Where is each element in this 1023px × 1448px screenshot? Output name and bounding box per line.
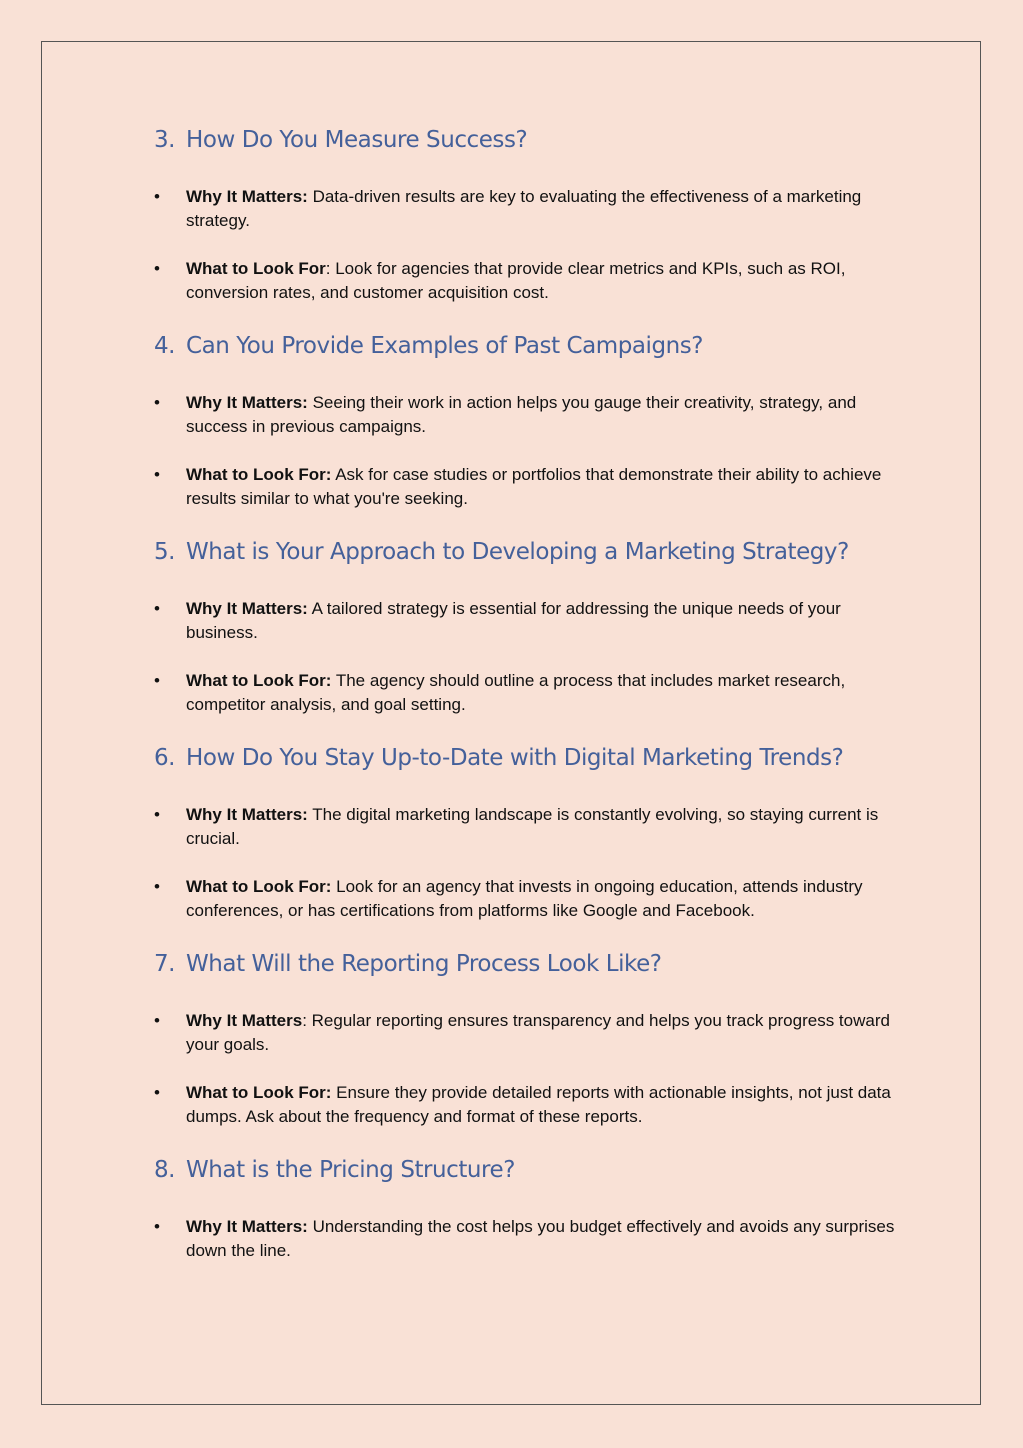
section-pricing-structure (154, 1153, 914, 1263)
bullet-list (154, 391, 914, 511)
section-heading (154, 123, 914, 157)
item-text: Ensure they provide detailed reports with actionable insights, not just data dumps. Ask about the frequency and format of these reports. (186, 1083, 891, 1126)
item-label: What to Look For: (186, 465, 332, 484)
section-heading (154, 1153, 914, 1187)
list-item (154, 803, 914, 851)
item-text: Understanding the cost helps you budget effectively and avoids any surprises down the line. (186, 1217, 895, 1260)
bullet-icon: • (154, 1083, 160, 1102)
item-label: Why It Matters: (186, 599, 308, 618)
item-label: Why It Matters (186, 1011, 303, 1030)
bullet-list (154, 185, 914, 305)
bullet-list (154, 1009, 914, 1129)
section-title: How Do You Stay Up-to-Date with Digital Marketing Trends? (186, 745, 844, 771)
item-text: The digital marketing landscape is constantly evolving, so staying current is crucial. (186, 805, 879, 848)
list-item (154, 185, 914, 233)
list-item (154, 597, 914, 645)
section-heading (154, 947, 914, 981)
section-number: 3. (154, 127, 176, 153)
bullet-icon: • (154, 805, 160, 824)
section-title: What is the Pricing Structure? (186, 1157, 516, 1183)
section-measure-success (154, 123, 914, 305)
item-label: What to Look For: (186, 671, 332, 690)
section-title: What is Your Approach to Developing a Marketing Strategy? (186, 539, 849, 565)
bullet-list (154, 803, 914, 923)
section-title: How Do You Measure Success? (186, 127, 528, 153)
section-number: 6. (154, 745, 176, 771)
list-item (154, 463, 914, 511)
bullet-icon: • (154, 259, 160, 278)
section-reporting-process (154, 947, 914, 1129)
list-item (154, 257, 914, 305)
section-heading (154, 329, 914, 363)
item-text: Look for an agency that invests in ongoing education, attends industry conferences, or has certifications from platforms like Google and Facebook. (186, 877, 863, 920)
item-label: Why It Matters: (186, 393, 308, 412)
section-number: 8. (154, 1157, 176, 1183)
document-body (154, 123, 914, 1263)
list-item (154, 1009, 914, 1057)
bullet-icon: • (154, 599, 160, 618)
item-text: : Regular reporting ensures transparency and helps you track progress toward your goals. (186, 1011, 890, 1054)
item-text: A tailored strategy is essential for addressing the unique needs of your business. (186, 599, 841, 642)
section-title: What Will the Reporting Process Look Like? (186, 951, 662, 977)
item-label: Why It Matters: (186, 187, 308, 206)
item-text: : Look for agencies that provide clear metrics and KPIs, such as ROI, conversion rates, and customer acquisition cost. (186, 259, 846, 302)
list-item (154, 391, 914, 439)
bullet-list (154, 1215, 914, 1263)
section-heading (154, 535, 914, 569)
bullet-icon: • (154, 1217, 160, 1236)
bullet-icon: • (154, 1011, 160, 1030)
section-past-campaigns (154, 329, 914, 511)
section-number: 7. (154, 951, 176, 977)
section-number: 4. (154, 333, 176, 359)
item-text: Seeing their work in action helps you gauge their creativity, strategy, and success in previous campaigns. (186, 393, 857, 436)
item-label: What to Look For: (186, 877, 332, 896)
item-label: Why It Matters: (186, 1217, 308, 1236)
item-label: What to Look For (186, 259, 326, 278)
item-label: What to Look For: (186, 1083, 332, 1102)
bullet-icon: • (154, 465, 160, 484)
section-strategy-approach (154, 535, 914, 717)
item-label: Why It Matters: (186, 805, 308, 824)
bullet-icon: • (154, 671, 160, 690)
item-text: Data-driven results are key to evaluating the effectiveness of a marketing strategy. (186, 187, 862, 230)
section-heading (154, 741, 914, 775)
list-item (154, 1215, 914, 1263)
bullet-icon: • (154, 877, 160, 896)
list-item (154, 669, 914, 717)
list-item (154, 875, 914, 923)
bullet-list (154, 597, 914, 717)
item-text: Ask for case studies or portfolios that demonstrate their ability to achieve results similar to what you're seeking. (186, 465, 882, 508)
section-marketing-trends (154, 741, 914, 923)
item-text: The agency should outline a process that includes market research, competitor analysis, and goal setting. (186, 671, 846, 714)
list-item (154, 1081, 914, 1129)
bullet-icon: • (154, 187, 160, 206)
bullet-icon: • (154, 393, 160, 412)
section-number: 5. (154, 539, 176, 565)
section-title: Can You Provide Examples of Past Campaigns? (186, 333, 704, 359)
